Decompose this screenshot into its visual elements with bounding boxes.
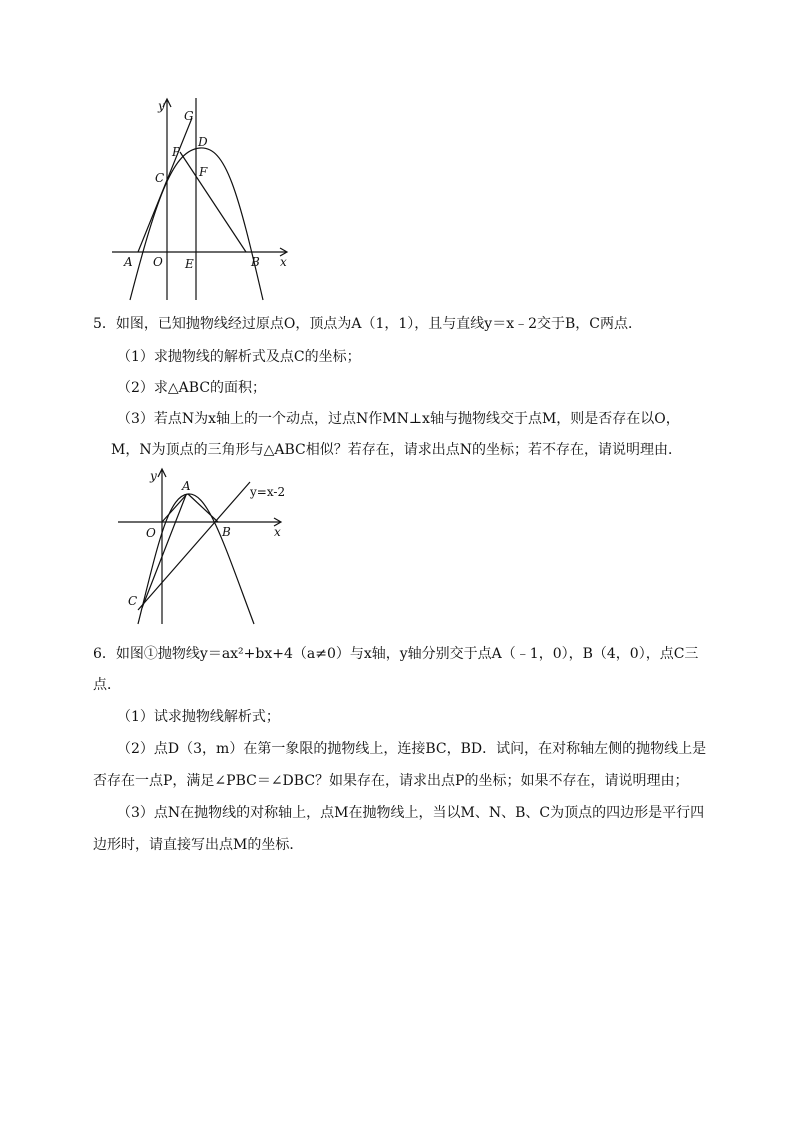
line-y-eq-x-minus-2	[138, 482, 250, 610]
figure-1	[108, 92, 298, 304]
q5-part3-line1: （3）若点N为x轴上的一个动点，过点N作MN⊥x轴与抛物线交于点M，则是否存在以O，	[117, 411, 680, 427]
figure-2	[112, 464, 290, 628]
q5-stem: 5．如图，已知抛物线经过原点O，顶点为A（1，1），且与直线y＝x﹣2交于B，C两点．	[93, 316, 643, 332]
label-x: x	[274, 525, 281, 539]
q6-part2-line1: （2）点D（3，m）在第一象限的抛物线上，连接BC，BD．试问，在对称轴左侧的抛物线上是	[117, 741, 707, 757]
q6-stem-line2: 点．	[93, 677, 121, 693]
parabola	[138, 494, 254, 624]
line-ag	[138, 118, 192, 252]
q6-part3-line1: （3）点N在抛物线的对称轴上，点M在抛物线上，当以M、N、B、C为顶点的四边形是平行四	[117, 805, 705, 821]
label-p: P	[172, 145, 181, 159]
q5-part1: （1）求抛物线的解析式及点C的坐标；	[117, 349, 361, 365]
label-d: D	[198, 135, 208, 149]
q5-part3-line2: M，N为顶点的三角形与△ABC相似？若存在，请求出点N的坐标；若不存在，请说明理由．	[111, 442, 682, 458]
label-y: y	[158, 99, 165, 113]
label-line: y=x-2	[250, 485, 286, 499]
label-f: F	[199, 165, 208, 179]
label-c: C	[128, 594, 138, 608]
label-a: A	[124, 255, 133, 269]
q5-part2: （2）求△ABC的面积；	[117, 380, 267, 396]
q6-part1: （1）试求抛物线解析式；	[117, 709, 280, 725]
label-a: A	[182, 479, 191, 493]
label-b: B	[222, 525, 231, 539]
line-ab	[188, 494, 218, 522]
q6-part3-line2: 边形时，请直接写出点M的坐标．	[93, 837, 304, 853]
q6-part2-line2: 否存在一点P，满足∠PBC＝∠DBC？如果存在，请求出点P的坐标；如果不存在，请说明理由；	[93, 773, 689, 789]
line-ac	[142, 495, 186, 608]
label-e: E	[185, 257, 194, 271]
q6-stem-line1: 6．如图①抛物线y＝ax²+bx+4（a≠0）与x轴，y轴分别交于点A（﹣1，0），B（4，0），点C三	[93, 646, 699, 662]
label-b: B	[251, 255, 260, 269]
label-o: O	[153, 255, 163, 269]
label-x: x	[280, 255, 287, 269]
label-o: O	[146, 526, 156, 540]
line-oa	[162, 494, 187, 522]
line-pb	[180, 152, 246, 252]
label-y: y	[150, 469, 157, 483]
label-g: G	[184, 109, 194, 123]
label-c: C	[155, 171, 165, 185]
